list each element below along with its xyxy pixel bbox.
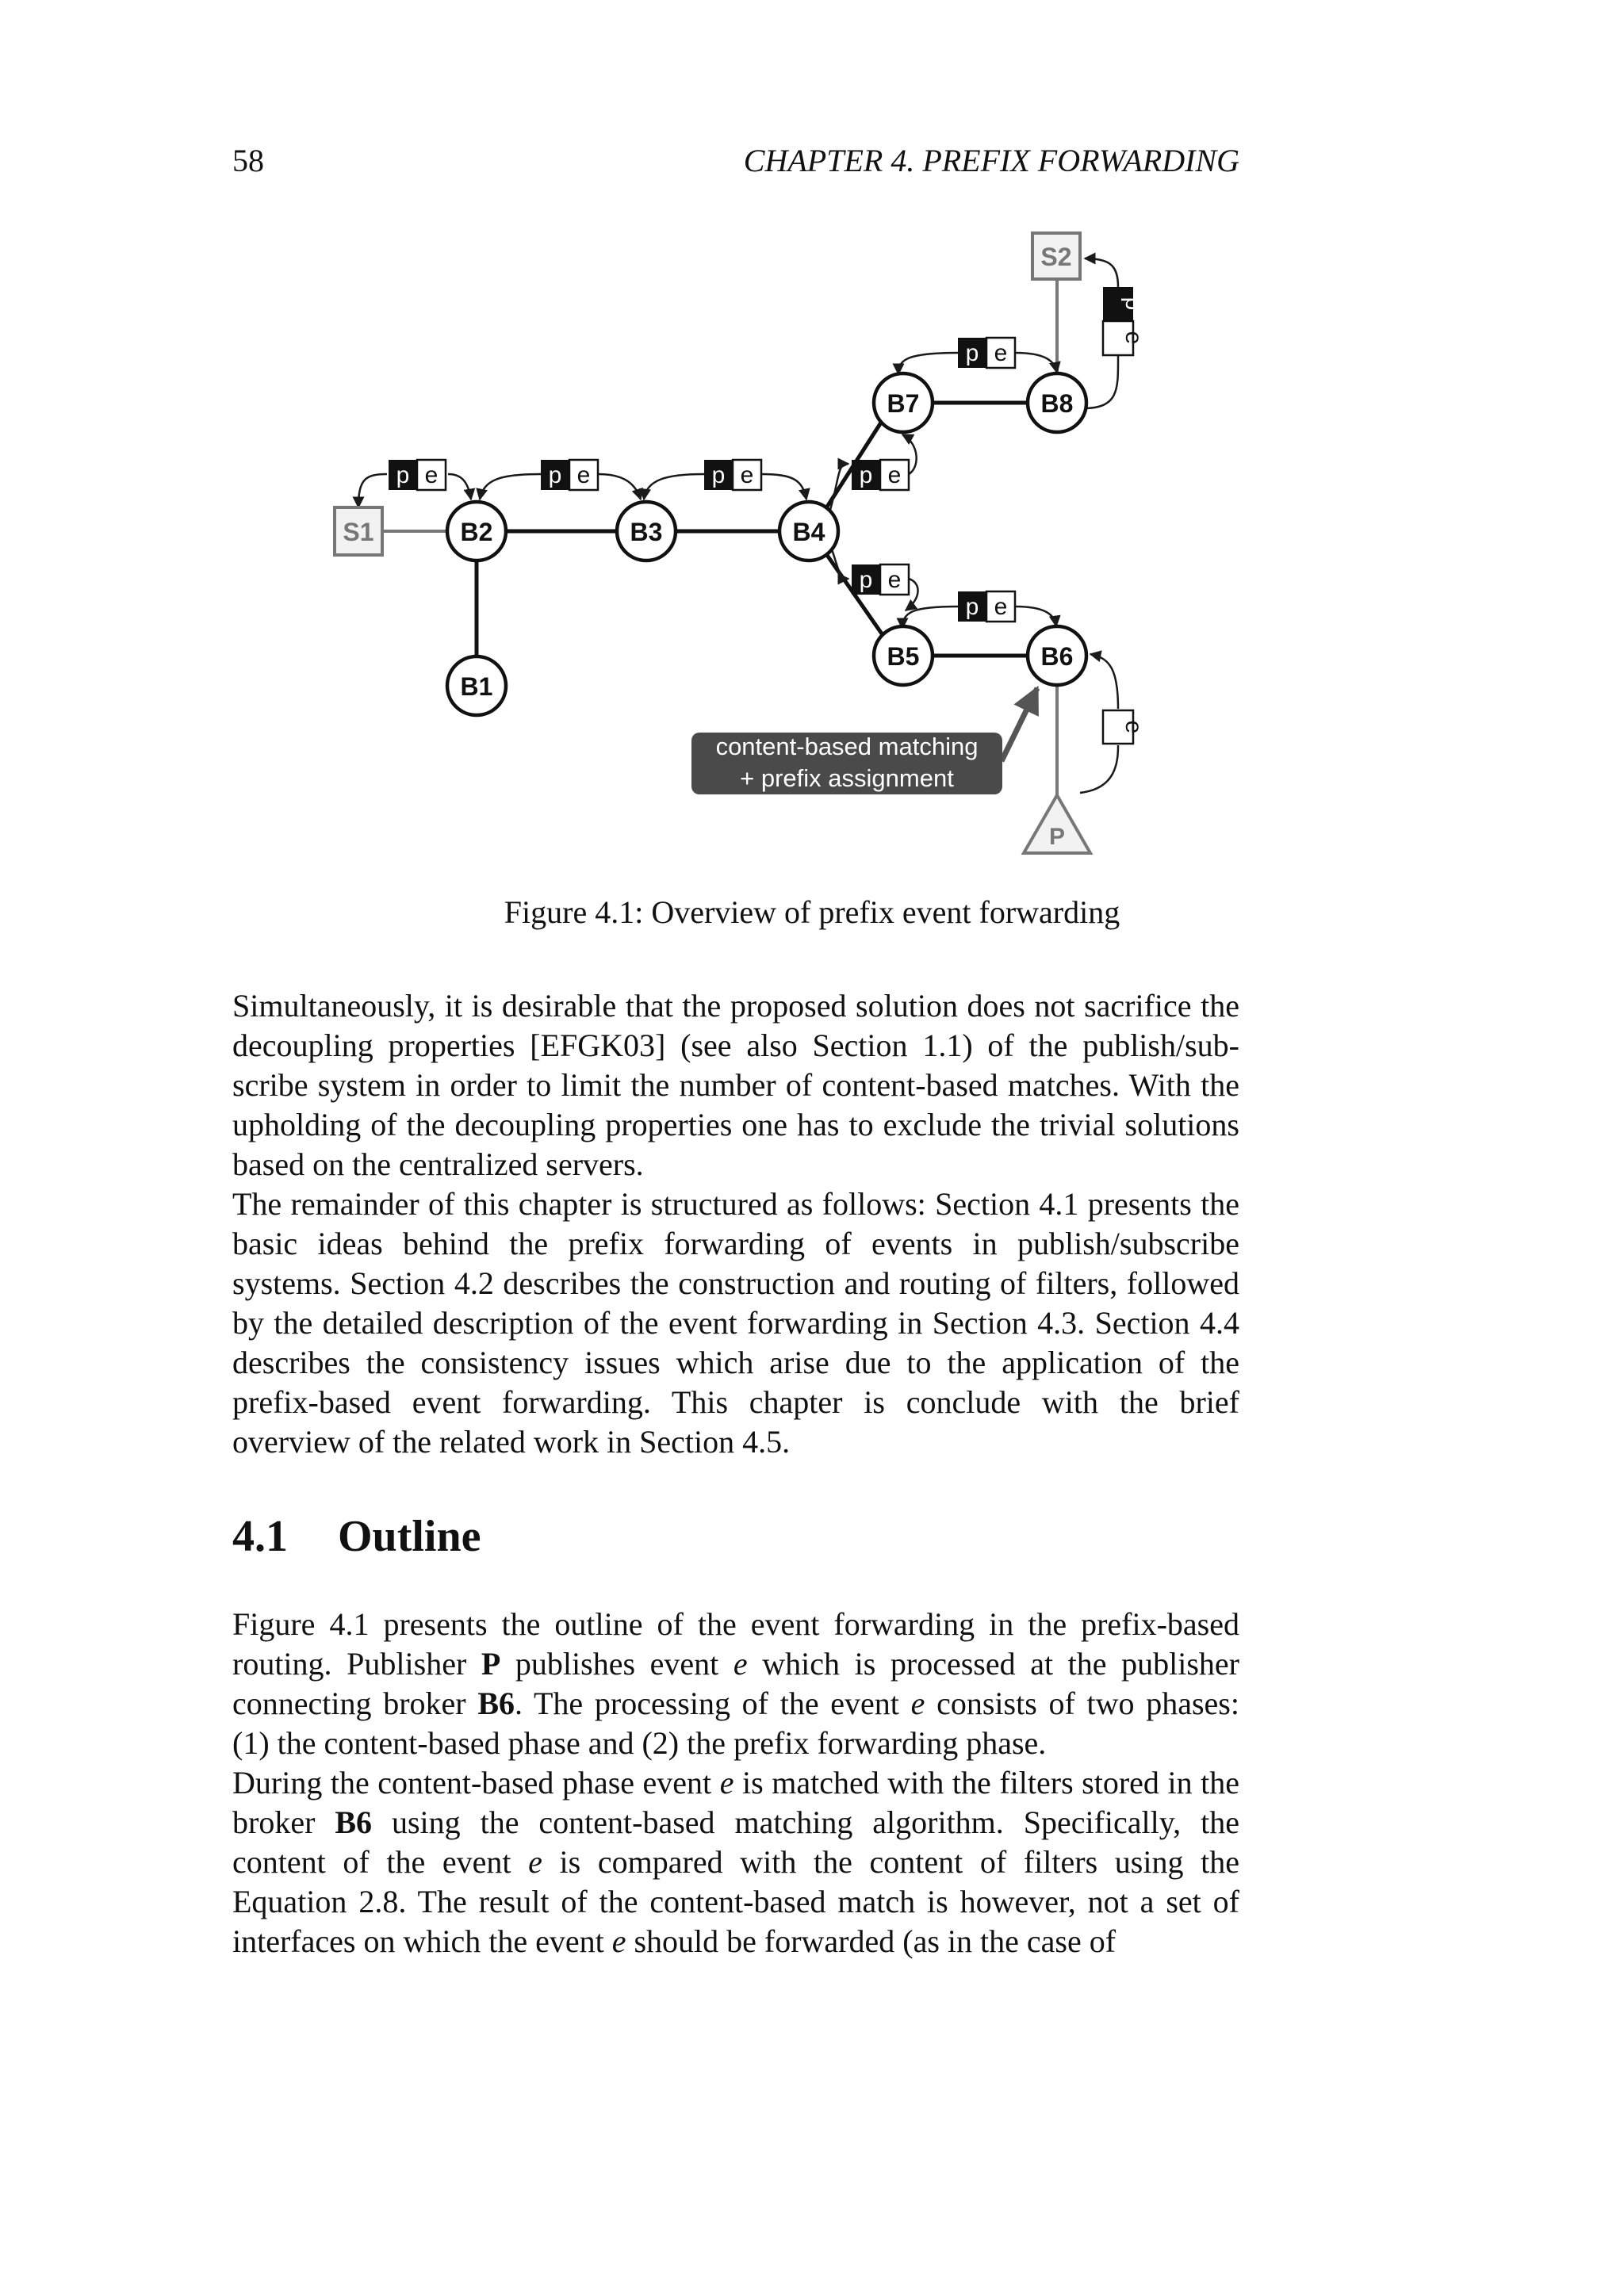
figure-caption: Figure 4.1: Overview of prefix event forwarding (504, 894, 1120, 930)
tag-pe (852, 564, 909, 595)
svg-text:e: e (1120, 720, 1147, 734)
svg-text:p: p (1120, 297, 1147, 311)
flow-arrow (1015, 353, 1057, 373)
tag-pe (852, 460, 909, 490)
s1-node (335, 507, 382, 555)
svg-text:e: e (994, 340, 1008, 366)
flow-arrow (480, 474, 541, 499)
svg-text:e: e (994, 594, 1008, 620)
svg-text:e: e (576, 462, 591, 488)
paragraph-2: The remainder of this chapter is structured as follows: Section 4.1 presents the basic ideas behind the prefix forwarding of events in publish/subscribe systems. Section 4.2 describes the construction and routing of filters, followed by the detailed description of the event forwarding in Section 4.3. Section 4.4 describes the consistency issues which arise due to the application of the prefix-based event forwarding. This chapter is conclude with the brief overview of the related work in Section 4.5. (232, 1186, 1239, 1460)
section-number: 4.1 (232, 1512, 288, 1561)
tag-pe (958, 591, 1015, 622)
label-b2: B2 (460, 518, 493, 546)
svg-text:e: e (424, 462, 439, 488)
svg-text:p: p (859, 462, 873, 488)
svg-text:p: p (859, 567, 873, 593)
flow-arrow (1083, 355, 1118, 408)
paragraph-3: Figure 4.1 presents the outline of the event forwarding in the prefix-based routing. Publisher P publishes event e which is processed at the publisher connecting broker B6. The processing of the event e consists of two phases: (1) the content-based phase and (2) the prefix forwarding phase. (232, 1606, 1239, 1761)
paragraph-1: Simultaneously, it is desirable that the proposed solution does not sacrifice the decoupling properties [EFGK03] (see also Section 1.1) of the publish/sub-scribe system in order to limit the number of content-based matches. With the upholding of the decoupling properties one has to exclude the trivial solutions based on the centralized servers. (232, 988, 1239, 1182)
svg-text:e: e (887, 462, 902, 488)
label-b5: B5 (887, 642, 920, 671)
label-b4: B4 (792, 518, 825, 546)
label-b1: B1 (460, 672, 493, 701)
flow-arrow (358, 474, 387, 507)
label-b8: B8 (1040, 389, 1074, 418)
label-b7: B7 (887, 389, 920, 418)
svg-text:P: P (1048, 824, 1066, 850)
flow-arrow (644, 474, 704, 499)
running-head: CHAPTER 4. PREFIX FORWARDING (743, 143, 1239, 178)
tag-e (1103, 710, 1147, 744)
flow-arrow (1085, 258, 1118, 287)
callout-line1: content-based matching (715, 733, 979, 760)
svg-text:S2: S2 (1040, 243, 1072, 271)
tag-pe (958, 338, 1015, 368)
flow-arrow (448, 474, 471, 499)
page-number: 58 (232, 143, 264, 178)
svg-text:p: p (965, 594, 979, 620)
svg-text:e: e (1120, 331, 1147, 345)
s2-node (1032, 233, 1080, 279)
label-b3: B3 (630, 518, 663, 546)
svg-text:e: e (740, 462, 754, 488)
section-title: Outline (338, 1512, 481, 1561)
flow-arrow (761, 474, 806, 499)
tag-pe (389, 460, 446, 490)
svg-text:p: p (711, 462, 726, 488)
link-b4-b5 (823, 549, 887, 641)
flow-arrow (898, 353, 958, 374)
publisher-node (1024, 795, 1090, 853)
label-b6: B6 (1040, 642, 1074, 671)
flow-arrow (1090, 654, 1118, 709)
tag-pe (541, 460, 598, 490)
callout-arrow (1002, 688, 1037, 761)
flow-arrow (598, 474, 641, 499)
figure-prefix-forwarding (0, 0, 1624, 888)
flow-arrow (902, 607, 958, 629)
svg-text:p: p (548, 462, 562, 488)
callout-line2: + prefix assignment (740, 764, 954, 792)
tag-pe (704, 460, 761, 490)
paragraph-4: During the content-based phase event e is matched with the filters stored in the broker B6 using the content-based matching algorithm. Specifically, the content of the event e is compared with the content of filters using the Equation 2.8. The result of the content-based match is however, not a set of interfaces on which the event e should be forwarded (as in the case of (232, 1765, 1239, 1959)
callout-box (691, 733, 1002, 794)
brokers (447, 373, 1086, 715)
svg-text:S1: S1 (343, 518, 374, 546)
tag-pe-vertical (1103, 287, 1147, 355)
flow-arrow (1080, 745, 1118, 793)
flow-arrow (1015, 607, 1056, 626)
section-heading (232, 1514, 481, 1559)
network-diagram (0, 0, 1624, 888)
broker-links (477, 403, 1028, 656)
svg-text:p: p (396, 462, 410, 488)
svg-text:p: p (965, 340, 979, 366)
svg-text:e: e (887, 567, 902, 593)
